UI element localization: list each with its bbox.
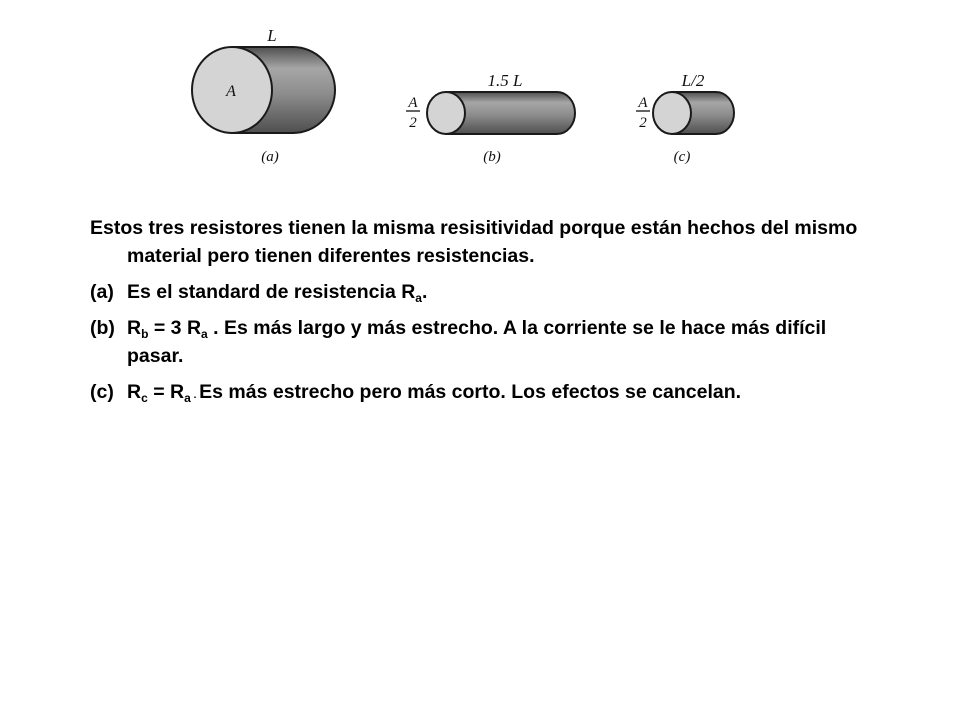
- intro-paragraph: Estos tres resistores tienen la misma resisitividad porque están hechos del mismo material pero tienen diferentes resistencias.: [90, 217, 858, 267]
- item-b-text: . Es más largo y más estrecho. A la corriente se le hace más difícil pasar.: [127, 317, 827, 367]
- resistor-b-face: [427, 92, 465, 134]
- resistor-c-area-denominator: 2: [639, 115, 647, 131]
- resistor-b: [406, 71, 575, 165]
- item-c-equals: =: [147, 381, 171, 403]
- resistor-c-length-label: L/2: [681, 71, 705, 90]
- resistor-b-length-label: 1.5 L: [487, 71, 523, 90]
- item-a-end: .: [421, 281, 428, 303]
- item-c-symbol-r: R: [127, 381, 142, 403]
- resistor-a-length-label: L: [267, 26, 277, 45]
- resistor-b-caption: (b): [483, 149, 501, 165]
- resistor-b-area-fraction: [406, 95, 420, 131]
- item-c-label: (c): [90, 381, 114, 403]
- item-b-subscript-b: b: [141, 327, 149, 341]
- item-b-subscript-a: a: [201, 327, 208, 341]
- item-b-symbol-r: R: [127, 317, 142, 339]
- resistor-c-area-fraction: [636, 95, 650, 131]
- item-c-separator: .: [190, 390, 200, 401]
- item-a-subscript: a: [415, 291, 422, 305]
- item-c: [90, 378, 870, 410]
- explanation-text: [90, 214, 870, 418]
- resistor-a: [192, 26, 335, 165]
- item-b-label: (b): [90, 317, 115, 339]
- item-c-symbol-r2: R: [170, 381, 185, 403]
- item-c-subscript-c: c: [141, 391, 148, 405]
- item-a-label: (a): [90, 281, 114, 303]
- item-a: [90, 278, 870, 306]
- resistor-c-area-numerator: A: [638, 95, 648, 111]
- item-b-equals: = 3: [148, 317, 187, 339]
- item-a-text: Es el standard de resistencia R: [127, 281, 416, 303]
- item-b-symbol-r2: R: [186, 317, 202, 339]
- resistor-a-area-label: A: [226, 83, 236, 100]
- resistor-c: [636, 71, 734, 165]
- resistors-figure: [0, 0, 960, 200]
- item-c-text: Es más estrecho pero más corto. Los efectos se cancelan.: [199, 381, 742, 403]
- resistor-c-face: [653, 92, 691, 134]
- resistor-b-area-denominator: 2: [409, 115, 417, 131]
- item-c-subscript-a: a: [184, 391, 191, 405]
- resistor-a-caption: (a): [261, 149, 279, 165]
- item-b: [90, 314, 870, 370]
- resistor-c-caption: (c): [673, 149, 691, 165]
- resistor-b-area-numerator: A: [408, 95, 418, 111]
